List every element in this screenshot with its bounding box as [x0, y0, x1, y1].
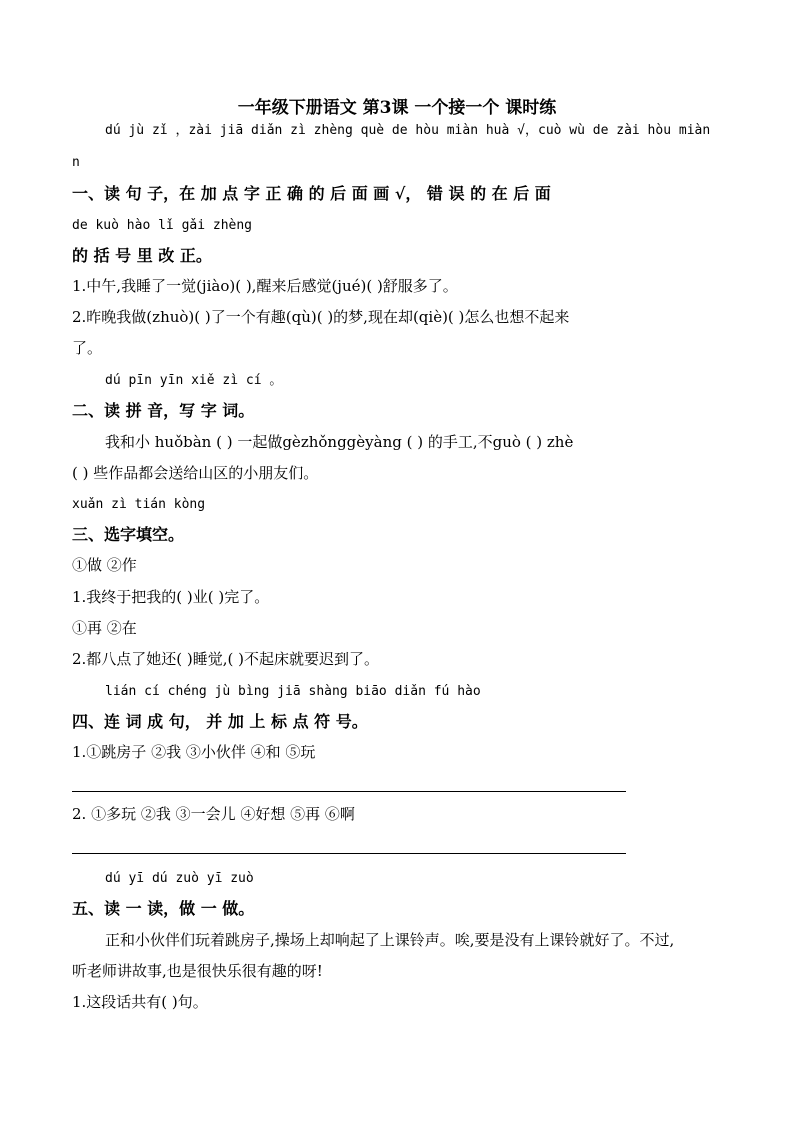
- section1-question-2-cont: 了。: [72, 339, 103, 357]
- answer-line-1[interactable]: [72, 791, 626, 792]
- section1-pinyin-line1: dú jù zǐ ，zài jiā diǎn zì zhèng què de hòu miàn huà √，cuò wù de zài hòu miàn: [105, 123, 711, 138]
- section3-options-1: ①做 ②作: [72, 556, 137, 574]
- answer-line-2[interactable]: [72, 853, 626, 854]
- section5-passage-line-1: 正和小伙伴们玩着跳房子,操场上却响起了上课铃声。唉,要是没有上课铃就好了。不过,: [105, 931, 675, 949]
- section5-pinyin: dú yī dú zuò yī zuò: [105, 871, 254, 886]
- section4-heading: 四、连 词 成 句， 并 加 上 标 点 符 号。: [72, 712, 368, 731]
- section4-question-2: 2. ①多玩 ②我 ③一会儿 ④好想 ⑤再 ⑥啊: [72, 805, 355, 823]
- section2-pinyin: dú pīn yīn xiě zì cí 。: [105, 373, 283, 388]
- section2-heading: 二、读 拼 音，写 字 词。: [72, 401, 255, 420]
- section3-heading: 三、选字填空。: [72, 525, 185, 544]
- section3-options-2: ①再 ②在: [72, 619, 137, 637]
- section5-passage-line-2: 听老师讲故事,也是很快乐很有趣的呀!: [72, 962, 323, 980]
- worksheet-title: 一年级下册语文 第3课 一个接一个 课时练: [237, 98, 557, 118]
- section4-pinyin: lián cí chéng jù bìng jiā shàng biāo diǎn fú hào: [105, 684, 481, 699]
- section1-question-1: 1.中午,我睡了一觉(jiào)( ),醒来后感觉(jué)( )舒服多了。: [72, 277, 458, 295]
- section5-heading: 五、读 一 读，做 一 做。: [72, 899, 255, 918]
- section1-pinyin-line2: n: [72, 155, 80, 170]
- section4-question-1: 1.①跳房子 ②我 ③小伙伴 ④和 ⑤玩: [72, 743, 316, 761]
- section3-question-1: 1.我终于把我的( )业( )完了。: [72, 588, 270, 606]
- section2-line-2: ( ) 些作品都会送给山区的小朋友们。: [72, 464, 319, 482]
- section5-question-1: 1.这段话共有( )句。: [72, 993, 208, 1011]
- section1-question-2: 2.昨晚我做(zhuò)( )了一个有趣(qù)( )的梦,现在却(qiè)( )怎么也想不起来: [72, 308, 570, 326]
- section1-pinyin-line3: de kuò hào lǐ gǎi zhèng: [72, 218, 253, 233]
- section1-heading: 一、读 句 子，在 加 点 字 正 确 的 后 面 画 √， 错 误 的 在 后 面: [72, 184, 551, 203]
- section3-pinyin: xuǎn zì tián kòng: [72, 497, 206, 512]
- section1-heading-cont: 的 括 号 里 改 正。: [72, 246, 212, 265]
- section2-line-1: 我和小 huǒbàn ( ) 一起做gèzhǒnggèyàng ( ) 的手工,不guò ( ) zhè: [105, 433, 574, 451]
- section3-question-2: 2.都八点了她还( )睡觉,( )不起床就要迟到了。: [72, 650, 380, 668]
